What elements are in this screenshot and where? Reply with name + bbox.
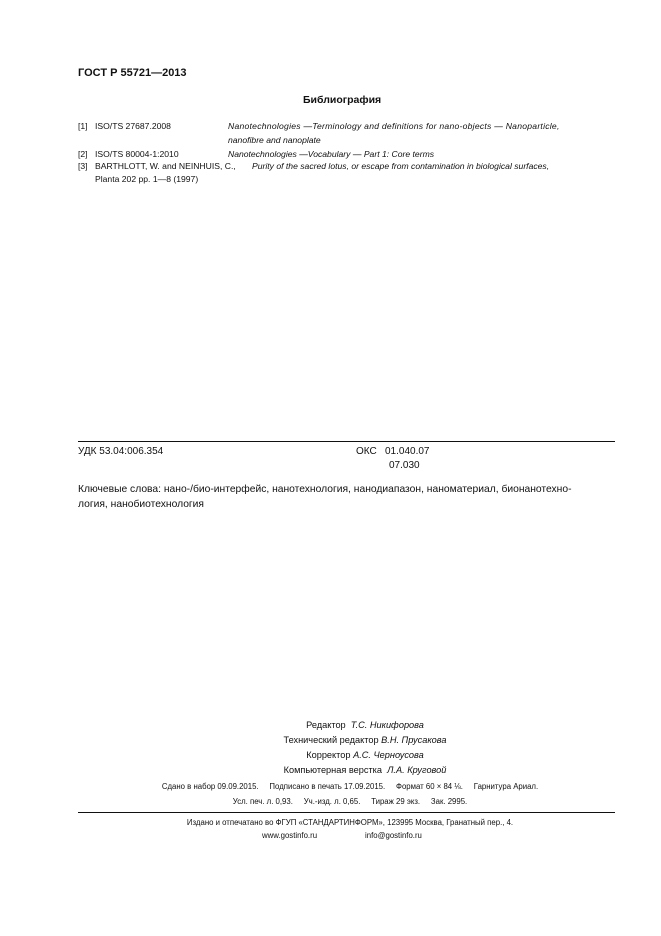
ref-code: ISO/TS 27687.2008: [95, 121, 171, 131]
name: А.С. Черноусова: [353, 750, 424, 760]
ref-code: ISO/TS 80004-1:2010: [95, 149, 179, 159]
name: Л.А. Круговой: [387, 765, 447, 775]
imprint-line-2: Усл. печ. л. 0,93. Уч.-изд. л. 0,65. Тираж 29 экз. Зак. 2995.: [232, 797, 468, 806]
ref-authors: BARTHLOTT, W. and NEINHUIS, C.,: [95, 161, 236, 171]
proofreader: [180, 750, 550, 760]
ref-title: Nanotechnologies —Vocabulary — Part 1: Core terms: [228, 149, 435, 159]
publisher: Издано и отпечатано во ФГУП «СТАНДАРТИНФОРМ», 123995 Москва, Гранатный пер., 4.: [186, 818, 514, 827]
role: Редактор: [306, 720, 346, 730]
ref-source: Planta 202 pp. 1—8 (1997): [95, 174, 199, 184]
role: Компьютерная верстка: [283, 765, 383, 775]
bibliography-title: Библиография: [303, 94, 382, 106]
keywords-line-1: Ключевые слова: нано-/био-интерфейс, нанотехнология, нанодиапазон, наноматериал, бионанотехно-: [78, 484, 572, 495]
document-id: ГОСТ Р 55721—2013: [78, 67, 187, 79]
name: В.Н. Прусакова: [381, 735, 447, 745]
website-link[interactable]: www.gostinfo.ru: [262, 831, 318, 840]
ref-number: [3]: [78, 161, 88, 171]
divider: [78, 441, 615, 442]
ref-title: Purity of the sacred lotus, or escape from contamination in biological surfaces,: [252, 161, 550, 171]
role: Технический редактор: [283, 735, 379, 745]
divider: [78, 812, 615, 813]
name: Т.С. Никифорова: [350, 720, 424, 730]
email-link[interactable]: info@gostinfo.ru: [365, 831, 422, 840]
imprint-line-1: Сдано в набор 09.09.2015. Подписано в печать 17.09.2015. Формат 60 × 84 ⅛. Гарнитура Ариал.: [161, 782, 539, 791]
oks-code-2: 07.030: [389, 460, 420, 471]
udk-code: УДК 53.04:006.354: [78, 446, 164, 457]
oks-label: ОКС: [356, 446, 377, 457]
ref-number: [1]: [78, 121, 88, 131]
technical-editor: [180, 735, 550, 745]
keywords-line-2: логия, нанобиотехнология: [78, 499, 205, 510]
layout-editor: [180, 765, 550, 775]
oks-code-1: 01.040.07: [385, 446, 430, 457]
ref-title-cont: nanofibre and nanoplate: [228, 135, 321, 145]
ref-number: [2]: [78, 149, 88, 159]
role: Корректор: [306, 750, 351, 760]
ref-title: Nanotechnologies —Terminology and definitions for nano-objects — Nanoparticle,: [228, 121, 560, 131]
editor: [180, 720, 550, 730]
